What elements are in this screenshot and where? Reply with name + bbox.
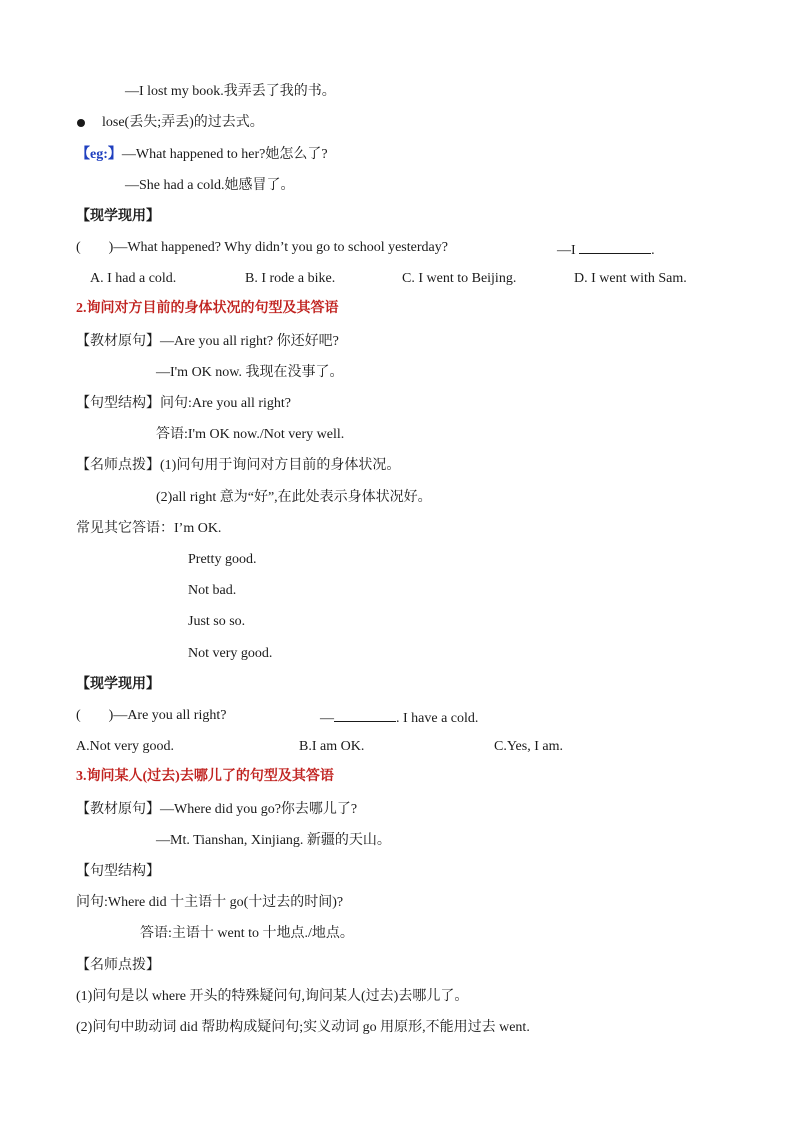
textbook-answer-2: —I'm OK now. 我现在没事了。 — [156, 365, 344, 380]
eg-answer: —She had a cold.她感冒了。 — [125, 178, 295, 193]
answer-blank[interactable] — [579, 239, 651, 254]
practice-answer-2 — [320, 707, 478, 728]
answer-prefix: — — [320, 711, 334, 726]
option-c-2: C.Yes, I am. — [494, 739, 563, 754]
practice-question-2: ( )—Are you all right? — [76, 708, 227, 723]
bullet-icon — [77, 119, 85, 127]
answer-suffix: . — [651, 243, 655, 258]
section-heading-3: 3.询问某人(过去)去哪儿了的句型及其答语 — [76, 769, 334, 784]
structure-heading-3: 【句型结构】 — [76, 864, 160, 879]
practice-answer-1 — [557, 239, 655, 260]
structure-question-3: 问句:Where did 十主语十 go(十过去的时间)? — [76, 895, 344, 910]
option-a-2: A.Not very good. — [76, 739, 174, 754]
eg-label: 【eg:】 — [76, 147, 122, 162]
textbook-answer-3: —Mt. Tianshan, Xinjiang. 新疆的天山。 — [156, 833, 391, 848]
note-lose-past-tense: lose(丢失;弄丢)的过去式。 — [102, 115, 264, 130]
option-b-2: B.I am OK. — [299, 739, 365, 754]
common-answer-not-bad: Not bad. — [188, 583, 237, 598]
answer-suffix: . I have a cold. — [396, 711, 479, 726]
teacher-tip-2-1: 【名师点拨】(1)问句用于询问对方目前的身体状况。 — [76, 458, 401, 473]
example-answer-lost-book: —I lost my book.我弄丢了我的书。 — [125, 84, 336, 99]
eg-question: —What happened to her?她怎么了? — [121, 147, 328, 162]
practice-heading-1: 【现学现用】 — [76, 209, 160, 224]
structure-answer-3: 答语:主语十 went to 十地点./地点。 — [140, 926, 354, 941]
teacher-tip-heading-3: 【名师点拨】 — [76, 958, 160, 973]
section-heading-2: 2.询问对方目前的身体状况的句型及其答语 — [76, 301, 339, 316]
option-c-1: C. I went to Beijing. — [402, 271, 517, 286]
eg-example — [76, 146, 328, 164]
structure-question-2: 【句型结构】问句:Are you all right? — [76, 396, 292, 411]
textbook-sentence-2: 【教材原句】—Are you all right? 你还好吧? — [76, 334, 339, 349]
common-answer-not-very-good: Not very good. — [188, 646, 273, 661]
common-answer-pretty-good: Pretty good. — [188, 552, 257, 567]
option-d-1: D. I went with Sam. — [574, 271, 687, 286]
option-a-1: A. I had a cold. — [90, 271, 177, 286]
common-answer-just-so-so: Just so so. — [188, 614, 246, 629]
answer-prefix: —I — [557, 243, 576, 258]
structure-answer-2: 答语:I'm OK now./Not very well. — [156, 427, 345, 442]
practice-question-1: ( )—What happened? Why didn’t you go to school yesterday? — [76, 240, 448, 255]
textbook-sentence-3: 【教材原句】—Where did you go?你去哪儿了? — [76, 802, 358, 817]
teacher-tip-2-2: (2)all right 意为“好”,在此处表示身体状况好。 — [156, 490, 432, 505]
teacher-tip-3-1: (1)问句是以 where 开头的特殊疑问句,询问某人(过去)去哪儿了。 — [76, 989, 469, 1004]
practice-heading-2: 【现学现用】 — [76, 677, 160, 692]
common-answers-label: 常见其它答语：I’m OK. — [76, 521, 222, 536]
option-b-1: B. I rode a bike. — [245, 271, 336, 286]
teacher-tip-3-2: (2)问句中助动词 did 帮助构成疑问句;实义动词 go 用原形,不能用过去 went. — [76, 1020, 530, 1035]
answer-blank[interactable] — [334, 707, 396, 722]
